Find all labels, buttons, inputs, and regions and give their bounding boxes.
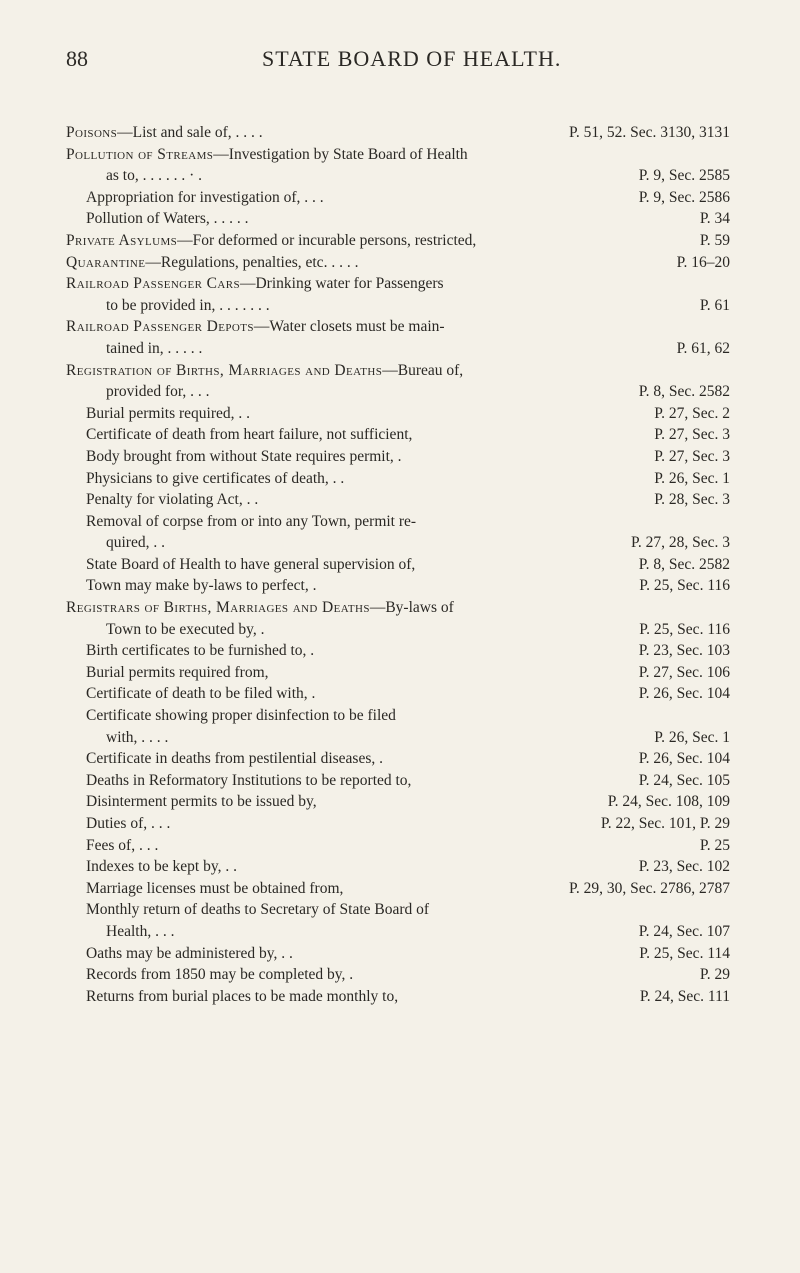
index-description: quired, . . [106, 534, 165, 552]
index-description: Body brought from without State requires permit, . [86, 447, 402, 465]
index-entry-text [106, 295, 270, 317]
page-reference: P. 25, Sec. 114 [639, 944, 730, 962]
index-entry-text [86, 187, 324, 209]
index-entry-text [106, 619, 264, 641]
index-line [0, 727, 800, 749]
page-reference: P. 59 [699, 231, 730, 249]
page-reference: P. 16–20 [676, 253, 730, 271]
index-description: —Regulations, penalties, etc. . . . . [145, 253, 359, 271]
index-description: Monthly return of deaths to Secretary of State Board of [86, 901, 430, 919]
page-reference: P. 25 [699, 836, 730, 854]
page-reference: P. 29 [699, 966, 730, 984]
index-entry-text [106, 921, 174, 943]
index-description: Pollution of Waters, . . . . . [86, 210, 249, 228]
page-reference: P. 27, Sec. 3 [654, 426, 730, 444]
index-entry-text [66, 144, 468, 166]
index-description: Oaths may be administered by, . . [86, 944, 293, 962]
index-line [0, 165, 800, 187]
index-entry-text [66, 252, 358, 274]
index-description: Disinterment permits to be issued by, [86, 793, 317, 811]
index-entry-text [86, 403, 250, 425]
index-entry-text [86, 575, 316, 597]
index-entry-text [86, 791, 317, 813]
page-reference: P. 23, Sec. 103 [638, 642, 730, 660]
index-entry-text [86, 856, 237, 878]
page-reference: P. 28, Sec. 3 [654, 491, 730, 509]
index-entry-text [86, 964, 353, 986]
index-description: provided for, . . . [106, 383, 210, 401]
index-entry-text [66, 360, 463, 382]
index-line [0, 273, 800, 295]
index-heading: Registration of Births, Marriages and Deaths [66, 361, 383, 379]
page-header [0, 46, 800, 76]
index-description: Physicians to give certificates of death, . . [86, 469, 345, 487]
index-entry-text [86, 943, 293, 965]
index-heading: Quarantine [66, 253, 146, 271]
index-line [0, 208, 800, 230]
index-entry-text [106, 338, 202, 360]
page-reference: P. 26, Sec. 104 [638, 685, 730, 703]
index-entry-text [86, 446, 402, 468]
page-reference: P. 51, 52. Sec. 3130, 3131 [568, 124, 730, 141]
index-entry-text [86, 748, 383, 770]
index-line [0, 770, 800, 792]
index-line [0, 662, 800, 684]
index-description: Certificate of death to be filed with, . [86, 685, 316, 703]
index-line [0, 144, 800, 166]
page-reference: P. 9, Sec. 2586 [638, 188, 730, 206]
index-line [0, 511, 800, 533]
index-description: Fees of, . . . [86, 836, 159, 854]
index-entry-text [86, 468, 344, 490]
index-description: Records from 1850 may be completed by, . [86, 966, 354, 984]
index-entry-text [86, 208, 249, 230]
page-reference: P. 26, Sec. 1 [654, 469, 730, 487]
page-reference: P. 27, Sec. 106 [638, 663, 730, 681]
index-description: Appropriation for investigation of, . . . [86, 188, 324, 206]
page-reference: P. 27, 28, Sec. 3 [630, 534, 730, 552]
page-reference: P. 8, Sec. 2582 [638, 383, 730, 401]
index-description: Certificate of death from heart failure, not sufficient, [86, 426, 413, 444]
index-description: Burial permits required from, [86, 663, 269, 681]
page-reference: P. 25, Sec. 116 [639, 620, 730, 638]
index-heading: Private Asylums [66, 231, 178, 249]
index-description: Marriage licenses must be obtained from, [86, 879, 344, 897]
index-heading: Railroad Passenger Cars [66, 275, 240, 293]
index-description: Certificate showing proper disinfection to be filed [86, 707, 396, 725]
index-line [0, 964, 800, 986]
index-entry-text [86, 554, 415, 576]
index-heading: Railroad Passenger Depots [66, 318, 254, 336]
index-line [0, 878, 800, 900]
index-entry-text [86, 986, 398, 1008]
index-line [0, 468, 800, 490]
index-line [0, 338, 800, 360]
index-entry-text [86, 813, 170, 835]
index-line [0, 921, 800, 943]
index-description: —By-laws of [369, 599, 454, 617]
index-description: Removal of corpse from or into any Town, permit re- [86, 512, 417, 530]
index-line [0, 252, 800, 274]
page-reference: P. 24, Sec. 111 [639, 987, 730, 1005]
index-description: Birth certificates to be furnished to, . [86, 642, 315, 660]
index-entry-text [106, 532, 165, 554]
index-line [0, 619, 800, 641]
index-description: Duties of, . . . [86, 815, 171, 832]
index-heading: Poisons [66, 124, 118, 141]
index-description: Penalty for violating Act, . . [86, 491, 259, 509]
page-reference: P. 9, Sec. 2585 [638, 167, 730, 185]
index-heading: Registrars of Births, Marriages and Deaths [66, 599, 370, 617]
index-entry-text [86, 899, 429, 921]
page-reference: P. 29, 30, Sec. 2786, 2787 [568, 879, 730, 897]
index-entry-text [86, 683, 315, 705]
page-reference: P. 26, Sec. 1 [654, 728, 730, 746]
index-entry-text [86, 662, 269, 684]
index-line [0, 835, 800, 857]
index-description: Certificate in deaths from pestilential diseases, . [86, 750, 383, 768]
index-line [0, 683, 800, 705]
index-entry-text [66, 597, 454, 619]
index-description: —List and sale of, . . . . [117, 124, 263, 141]
page-reference: P. 24, Sec. 107 [638, 922, 730, 940]
index-description: —Investigation by State Board of Health [213, 145, 468, 163]
page-reference: P. 23, Sec. 102 [638, 858, 730, 876]
index-line [0, 705, 800, 727]
index-description: with, . . . . [106, 728, 169, 746]
index-description: Health, . . . [106, 922, 175, 940]
index-description: Indexes to be kept by, . . [86, 858, 237, 876]
index-description: Burial permits required, . . [86, 404, 250, 422]
index-entries [0, 122, 800, 1007]
index-entry-text [66, 122, 263, 144]
page-reference: P. 22, Sec. 101, P. 29 [600, 815, 730, 832]
index-entry-text [66, 273, 444, 295]
index-heading: Pollution of Streams [66, 145, 214, 163]
page-reference: P. 8, Sec. 2582 [638, 555, 730, 573]
index-description: —Bureau of, [382, 361, 464, 379]
page-reference: P. 61 [699, 296, 730, 314]
index-entry-text [66, 230, 476, 252]
index-line [0, 403, 800, 425]
index-line [0, 187, 800, 209]
index-entry-text [106, 165, 202, 187]
index-line [0, 230, 800, 252]
page-reference: P. 27, Sec. 2 [654, 404, 730, 422]
index-line [0, 986, 800, 1008]
index-line [0, 748, 800, 770]
index-line [0, 813, 800, 835]
index-entry-text [86, 489, 258, 511]
index-entry-text [106, 381, 210, 403]
index-entry-text [86, 705, 396, 727]
page-reference: P. 24, Sec. 108, 109 [607, 793, 730, 811]
index-description: Returns from burial places to be made monthly to, [86, 987, 399, 1005]
index-description: to be provided in, . . . . . . . [106, 296, 270, 314]
index-line [0, 943, 800, 965]
page-reference: P. 34 [699, 210, 730, 228]
page-reference: P. 25, Sec. 116 [639, 577, 730, 595]
index-entry-text [86, 835, 158, 857]
index-description: Deaths in Reformatory Institutions to be reported to, [86, 771, 412, 789]
index-line [0, 899, 800, 921]
page-reference: P. 27, Sec. 3 [654, 447, 730, 465]
index-entry-text [86, 511, 416, 533]
index-line [0, 554, 800, 576]
index-description: tained in, . . . . . [106, 339, 203, 357]
index-line [0, 597, 800, 619]
index-line [0, 316, 800, 338]
index-line [0, 446, 800, 468]
index-description: State Board of Health to have general supervision of, [86, 555, 416, 573]
index-entry-text [86, 640, 314, 662]
index-line [0, 381, 800, 403]
running-title: STATE BOARD OF HEALTH. [262, 46, 562, 71]
index-line [0, 575, 800, 597]
index-line [0, 424, 800, 446]
index-entry-text [86, 770, 411, 792]
index-line [0, 640, 800, 662]
index-description: —Drinking water for Passengers [239, 275, 444, 293]
index-entry-text [86, 878, 343, 900]
index-line [0, 791, 800, 813]
index-line [0, 856, 800, 878]
index-line [0, 295, 800, 317]
page-reference: P. 61, 62 [676, 339, 730, 357]
page-reference: P. 26, Sec. 104 [638, 750, 730, 768]
page-number: 88 [66, 46, 88, 71]
index-line [0, 532, 800, 554]
index-entry-text [66, 316, 445, 338]
index-description: —For deformed or incurable persons, restricted, [177, 231, 477, 249]
index-description: Town may make by-laws to perfect, . [86, 577, 317, 595]
page-reference: P. 24, Sec. 105 [638, 771, 730, 789]
index-line [0, 122, 800, 144]
index-description: —Water closets must be main- [253, 318, 445, 336]
index-description: as to, . . . . . . · . [106, 167, 203, 185]
index-description: Town to be executed by, . [106, 620, 265, 638]
index-entry-text [86, 424, 412, 446]
index-line [0, 360, 800, 382]
index-line [0, 489, 800, 511]
index-entry-text [106, 727, 168, 749]
